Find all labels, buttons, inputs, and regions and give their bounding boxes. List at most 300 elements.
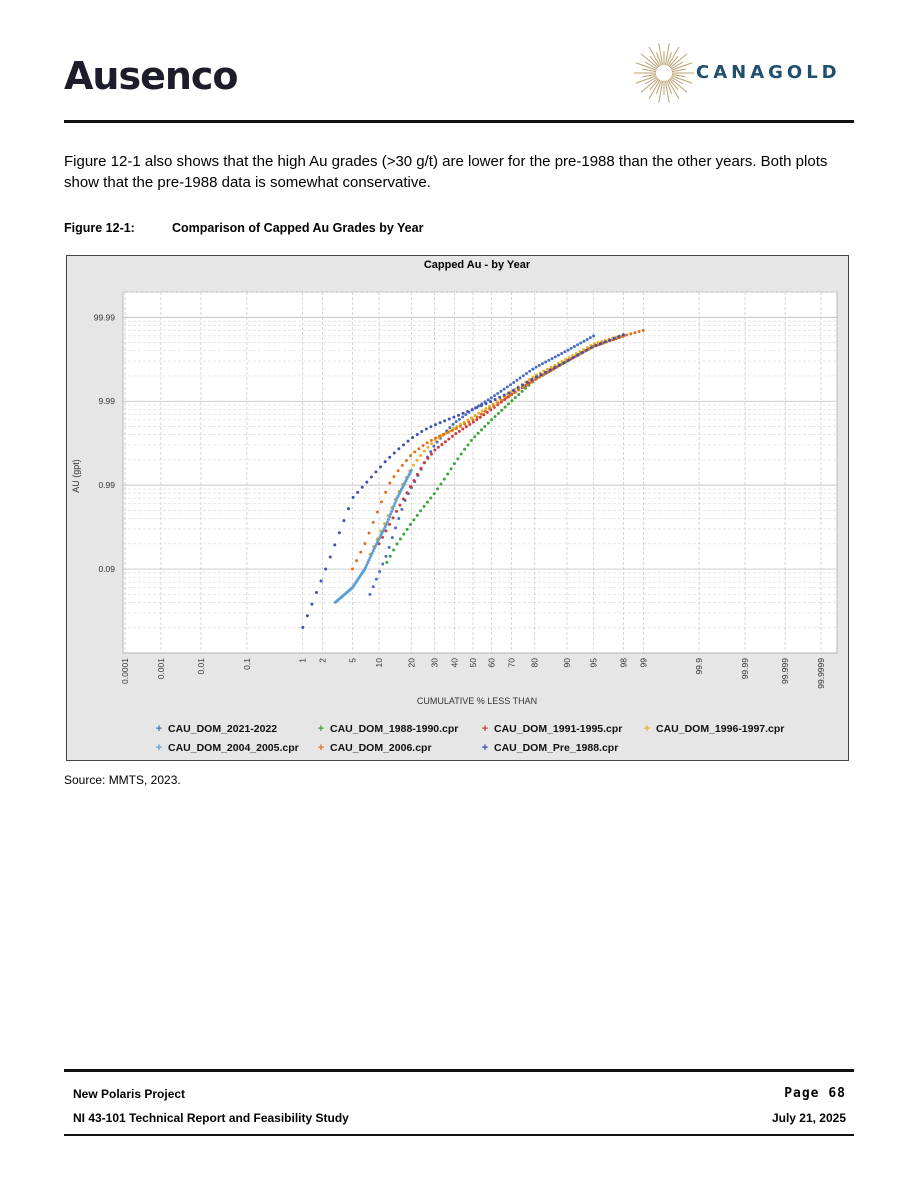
data-point bbox=[590, 346, 593, 349]
data-point bbox=[481, 409, 484, 412]
data-point bbox=[394, 526, 397, 529]
data-point bbox=[402, 497, 405, 500]
data-point bbox=[451, 429, 454, 432]
data-point bbox=[301, 626, 304, 629]
data-point bbox=[466, 410, 469, 413]
data-point bbox=[430, 442, 433, 445]
x-tick-label: 99.999 bbox=[780, 658, 791, 684]
footer-page-number: Page 68 bbox=[784, 1086, 846, 1101]
data-point bbox=[409, 523, 412, 526]
data-point bbox=[484, 407, 487, 410]
data-point bbox=[406, 528, 409, 531]
data-point bbox=[356, 491, 359, 494]
data-point bbox=[454, 432, 457, 435]
data-point bbox=[443, 478, 446, 481]
data-point bbox=[372, 521, 375, 524]
data-point bbox=[564, 358, 567, 361]
data-point bbox=[388, 481, 391, 484]
data-point bbox=[567, 349, 570, 352]
data-point bbox=[387, 518, 390, 521]
data-point bbox=[351, 568, 354, 571]
data-point bbox=[476, 416, 479, 419]
data-point bbox=[484, 402, 487, 405]
data-point bbox=[625, 333, 628, 336]
figure-title: Comparison of Capped Au Grades by Year bbox=[172, 221, 424, 235]
data-point bbox=[368, 531, 371, 534]
data-point bbox=[420, 430, 423, 433]
data-point bbox=[557, 354, 560, 357]
data-point bbox=[576, 343, 579, 346]
data-point bbox=[541, 362, 544, 365]
data-point bbox=[419, 509, 422, 512]
data-point bbox=[380, 500, 383, 503]
data-point bbox=[522, 374, 525, 377]
data-point bbox=[465, 425, 468, 428]
data-point bbox=[402, 533, 405, 536]
data-point bbox=[306, 614, 309, 617]
data-point bbox=[585, 349, 588, 352]
data-point bbox=[608, 339, 611, 342]
data-point bbox=[426, 446, 429, 449]
data-point bbox=[410, 469, 413, 472]
data-point bbox=[633, 331, 636, 334]
data-point bbox=[395, 542, 398, 545]
footer-rule-top bbox=[64, 1069, 854, 1072]
body-paragraph: Figure 12-1 also shows that the high Au grades (>30 g/t) are lower for the pre-1988 than the other years. Both plots show that the pre-1988 data is somewhat conservative. bbox=[64, 153, 828, 191]
data-point bbox=[489, 400, 492, 403]
data-point bbox=[423, 461, 426, 464]
data-point bbox=[347, 507, 350, 510]
data-point bbox=[333, 543, 336, 546]
data-point bbox=[342, 519, 345, 522]
data-point bbox=[429, 425, 432, 428]
data-point bbox=[514, 396, 517, 399]
data-point bbox=[576, 354, 579, 357]
data-point bbox=[378, 570, 381, 573]
x-tick-label: 0.1 bbox=[241, 658, 252, 670]
data-point bbox=[573, 345, 576, 348]
data-point bbox=[475, 406, 478, 409]
x-tick-label: 20 bbox=[406, 658, 417, 668]
data-point bbox=[393, 451, 396, 454]
data-point bbox=[437, 446, 440, 449]
data-point bbox=[519, 377, 522, 380]
data-point bbox=[384, 460, 387, 463]
data-point bbox=[504, 406, 507, 409]
data-point bbox=[599, 342, 602, 345]
footer-date: July 21, 2025 bbox=[771, 1111, 846, 1125]
data-point bbox=[386, 521, 389, 524]
data-point bbox=[400, 508, 403, 511]
data-point bbox=[329, 555, 332, 558]
data-point bbox=[434, 423, 437, 426]
x-tick-label: 70 bbox=[506, 658, 517, 668]
data-point bbox=[452, 416, 455, 419]
data-point bbox=[613, 337, 616, 340]
data-point bbox=[546, 368, 549, 371]
data-point bbox=[500, 409, 503, 412]
data-point bbox=[447, 431, 450, 434]
data-point bbox=[320, 579, 323, 582]
data-point bbox=[399, 538, 402, 541]
data-point bbox=[461, 415, 464, 418]
data-point bbox=[496, 392, 499, 395]
data-point bbox=[507, 402, 510, 405]
sunburst-ray bbox=[665, 43, 669, 65]
x-tick-label: 5 bbox=[347, 658, 358, 663]
data-point bbox=[352, 496, 355, 499]
x-tick-label: 60 bbox=[486, 658, 497, 668]
legend-marker: + bbox=[643, 723, 651, 735]
data-point bbox=[515, 379, 518, 382]
data-point bbox=[492, 404, 495, 407]
data-point bbox=[507, 391, 510, 394]
data-point bbox=[361, 486, 364, 489]
data-point bbox=[510, 399, 513, 402]
data-point bbox=[395, 510, 398, 513]
data-point bbox=[397, 447, 400, 450]
chart-frame bbox=[66, 255, 849, 761]
data-point bbox=[397, 469, 400, 472]
legend-marker: + bbox=[317, 742, 325, 754]
data-point bbox=[389, 513, 392, 516]
data-point bbox=[453, 462, 456, 465]
data-point bbox=[479, 416, 482, 419]
data-point bbox=[582, 340, 585, 343]
data-point bbox=[405, 459, 408, 462]
data-point bbox=[355, 559, 358, 562]
data-point bbox=[525, 372, 528, 375]
data-point bbox=[409, 454, 412, 457]
data-point bbox=[462, 412, 465, 415]
data-point bbox=[461, 428, 464, 431]
data-point bbox=[463, 448, 466, 451]
data-point bbox=[470, 439, 473, 442]
data-point bbox=[401, 464, 404, 467]
legend-label: CAU_DOM_2004_2005.cpr bbox=[168, 742, 299, 754]
data-point bbox=[512, 389, 515, 392]
legend-marker: + bbox=[155, 723, 163, 735]
data-point bbox=[570, 347, 573, 350]
data-point bbox=[471, 418, 474, 421]
legend-marker: + bbox=[481, 723, 489, 735]
data-point bbox=[460, 452, 463, 455]
footer-rule-bottom bbox=[64, 1134, 854, 1136]
data-point bbox=[374, 470, 377, 473]
footer-project: New Polaris Project bbox=[73, 1087, 186, 1101]
data-point bbox=[521, 390, 524, 393]
data-point bbox=[430, 453, 433, 456]
data-point bbox=[375, 578, 378, 581]
data-point bbox=[416, 459, 419, 462]
data-point bbox=[494, 398, 497, 401]
data-point bbox=[466, 443, 469, 446]
data-point bbox=[450, 467, 453, 470]
data-point bbox=[338, 531, 341, 534]
figure-label: Figure 12-1: bbox=[64, 221, 135, 235]
canagold-logo-text: CANAGOLD bbox=[696, 62, 841, 83]
data-point bbox=[315, 591, 318, 594]
data-point bbox=[422, 444, 425, 447]
data-point bbox=[433, 492, 436, 495]
x-tick-label: 80 bbox=[529, 658, 540, 668]
data-point bbox=[416, 433, 419, 436]
x-tick-label: 99.9999 bbox=[816, 658, 826, 689]
data-point bbox=[499, 390, 502, 393]
data-point bbox=[391, 536, 394, 539]
data-point bbox=[384, 491, 387, 494]
data-point bbox=[376, 511, 379, 514]
data-point bbox=[412, 464, 415, 467]
data-point bbox=[496, 402, 499, 405]
x-tick-label: 98 bbox=[618, 658, 629, 668]
data-point bbox=[381, 563, 384, 566]
data-point bbox=[439, 421, 442, 424]
figure-source: Source: MMTS, 2023. bbox=[64, 773, 181, 787]
plot-area bbox=[123, 292, 837, 653]
data-point bbox=[530, 378, 533, 381]
data-point bbox=[425, 427, 428, 430]
data-point bbox=[433, 449, 436, 452]
data-point bbox=[363, 542, 366, 545]
x-tick-label: 30 bbox=[429, 658, 440, 668]
data-point bbox=[509, 383, 512, 386]
data-point bbox=[390, 510, 393, 513]
data-point bbox=[517, 386, 520, 389]
data-point bbox=[538, 364, 541, 367]
legend-marker: + bbox=[481, 742, 489, 754]
data-point bbox=[617, 335, 620, 338]
header-rule bbox=[64, 120, 854, 123]
data-point bbox=[558, 364, 561, 367]
data-point bbox=[589, 336, 592, 339]
data-point bbox=[451, 435, 454, 438]
data-point bbox=[405, 491, 408, 494]
data-point bbox=[477, 412, 480, 415]
data-point bbox=[482, 413, 485, 416]
data-point bbox=[642, 329, 645, 332]
data-point bbox=[439, 483, 442, 486]
data-point bbox=[384, 555, 387, 558]
footer-report: NI 43-101 Technical Report and Feasibility Study bbox=[73, 1111, 349, 1125]
data-point bbox=[397, 517, 400, 520]
data-point bbox=[490, 418, 493, 421]
data-point bbox=[480, 428, 483, 431]
data-point bbox=[530, 381, 533, 384]
data-point bbox=[452, 423, 455, 426]
data-point bbox=[444, 440, 447, 443]
data-point bbox=[389, 555, 392, 558]
data-point bbox=[426, 441, 429, 444]
data-point bbox=[426, 457, 429, 460]
data-point bbox=[368, 593, 371, 596]
x-tick-label: 0.0001 bbox=[120, 658, 130, 684]
data-point bbox=[388, 456, 391, 459]
data-point bbox=[638, 330, 641, 333]
sunburst-ray bbox=[659, 81, 663, 103]
data-point bbox=[493, 394, 496, 397]
x-tick-label: 10 bbox=[374, 658, 385, 668]
data-point bbox=[416, 514, 419, 517]
data-point bbox=[455, 427, 458, 430]
data-point bbox=[411, 436, 414, 439]
data-point bbox=[579, 341, 582, 344]
data-point bbox=[456, 457, 459, 460]
data-point bbox=[547, 359, 550, 362]
data-point bbox=[432, 445, 435, 448]
data-point bbox=[379, 465, 382, 468]
data-point bbox=[412, 479, 415, 482]
data-point bbox=[392, 516, 395, 519]
data-point bbox=[488, 407, 491, 410]
legend-marker: + bbox=[155, 742, 163, 754]
data-point bbox=[528, 370, 531, 373]
data-point bbox=[391, 507, 394, 510]
data-point bbox=[531, 368, 534, 371]
data-point bbox=[550, 366, 553, 369]
x-tick-label: 99 bbox=[638, 658, 649, 668]
data-point bbox=[458, 418, 461, 421]
x-tick-label: 2 bbox=[317, 658, 328, 663]
sunburst-icon bbox=[634, 40, 694, 106]
x-axis-label: CUMULATIVE % LESS THAN bbox=[416, 696, 538, 706]
x-tick-label: 90 bbox=[561, 658, 572, 668]
data-point bbox=[554, 355, 557, 358]
data-point bbox=[423, 505, 426, 508]
data-point bbox=[494, 415, 497, 418]
data-point bbox=[426, 501, 429, 504]
x-tick-label: 95 bbox=[588, 658, 599, 668]
data-point bbox=[417, 447, 420, 450]
data-point bbox=[388, 515, 391, 518]
data-point bbox=[594, 344, 597, 347]
data-point bbox=[464, 413, 467, 416]
probability-plot bbox=[67, 256, 848, 760]
data-point bbox=[490, 396, 493, 399]
data-point bbox=[535, 375, 538, 378]
data-point bbox=[429, 496, 432, 499]
x-tick-label: 99.9 bbox=[694, 658, 705, 675]
data-point bbox=[448, 426, 451, 429]
legend-label: CAU_DOM_2021-2022 bbox=[168, 723, 278, 735]
sunburst-ray bbox=[665, 81, 669, 103]
data-point bbox=[563, 350, 566, 353]
data-point bbox=[467, 421, 470, 424]
y-tick-label: 0.99 bbox=[98, 480, 115, 491]
x-tick-label: 1 bbox=[297, 658, 308, 663]
legend-marker: + bbox=[317, 723, 325, 735]
data-point bbox=[365, 481, 368, 484]
x-tick-label: 50 bbox=[468, 658, 478, 668]
data-point bbox=[535, 366, 538, 369]
data-point bbox=[398, 504, 401, 507]
data-point bbox=[413, 451, 416, 454]
legend-label: CAU_DOM_1996-1997.cpr bbox=[656, 723, 785, 735]
data-point bbox=[443, 419, 446, 422]
ausenco-logo: Ausenco bbox=[64, 54, 238, 98]
data-point bbox=[436, 487, 439, 490]
data-point bbox=[440, 443, 443, 446]
data-point bbox=[539, 373, 542, 376]
data-point bbox=[501, 399, 504, 402]
x-tick-label: 0.001 bbox=[155, 658, 166, 680]
data-point bbox=[524, 387, 527, 390]
data-point bbox=[412, 518, 415, 521]
data-point bbox=[423, 449, 426, 452]
data-point bbox=[542, 373, 545, 376]
data-point bbox=[604, 340, 607, 343]
data-point bbox=[419, 467, 422, 470]
data-point bbox=[475, 418, 478, 421]
data-point bbox=[416, 473, 419, 476]
data-point bbox=[388, 523, 391, 526]
data-point bbox=[407, 440, 410, 443]
data-point bbox=[388, 546, 391, 549]
data-point bbox=[457, 414, 460, 417]
data-point bbox=[370, 475, 373, 478]
sunburst-ray bbox=[659, 43, 663, 65]
data-point bbox=[392, 475, 395, 478]
data-point bbox=[438, 435, 441, 438]
data-point bbox=[434, 436, 437, 439]
legend-label: CAU_DOM_2006.cpr bbox=[330, 742, 432, 754]
data-point bbox=[385, 561, 388, 564]
data-point bbox=[544, 360, 547, 363]
data-point bbox=[446, 472, 449, 475]
data-point bbox=[503, 394, 506, 397]
data-point bbox=[393, 502, 396, 505]
chart-title: Capped Au - by Year bbox=[423, 259, 531, 271]
data-point bbox=[409, 485, 412, 488]
data-point bbox=[459, 425, 462, 428]
data-point bbox=[562, 361, 565, 364]
data-point bbox=[549, 368, 552, 371]
data-point bbox=[487, 422, 490, 425]
data-point bbox=[487, 398, 490, 401]
data-point bbox=[498, 396, 501, 399]
data-point bbox=[503, 388, 506, 391]
data-point bbox=[622, 333, 625, 336]
data-point bbox=[359, 551, 362, 554]
data-point bbox=[480, 413, 483, 416]
data-point bbox=[592, 334, 595, 337]
data-point bbox=[471, 408, 474, 411]
data-point bbox=[568, 356, 571, 359]
data-point bbox=[560, 352, 563, 355]
data-point bbox=[512, 381, 515, 384]
y-tick-label: 0.09 bbox=[98, 564, 115, 575]
data-point bbox=[517, 393, 520, 396]
data-point bbox=[586, 338, 589, 341]
data-point bbox=[484, 410, 487, 413]
data-point bbox=[392, 549, 395, 552]
legend-label: CAU_DOM_1991-1995.cpr bbox=[494, 723, 623, 735]
data-point bbox=[463, 423, 466, 426]
data-point bbox=[448, 418, 451, 421]
data-point bbox=[505, 396, 508, 399]
data-point bbox=[567, 359, 570, 362]
x-tick-label: 40 bbox=[449, 658, 460, 668]
x-tick-label: 99.99 bbox=[740, 658, 751, 680]
data-point bbox=[447, 437, 450, 440]
y-tick-label: 99.99 bbox=[93, 312, 115, 323]
data-point bbox=[526, 381, 529, 384]
data-point bbox=[544, 371, 547, 374]
data-point bbox=[581, 351, 584, 354]
y-axis-label: AU (gpt) bbox=[71, 459, 81, 493]
data-point bbox=[455, 420, 458, 423]
data-point bbox=[551, 357, 554, 360]
